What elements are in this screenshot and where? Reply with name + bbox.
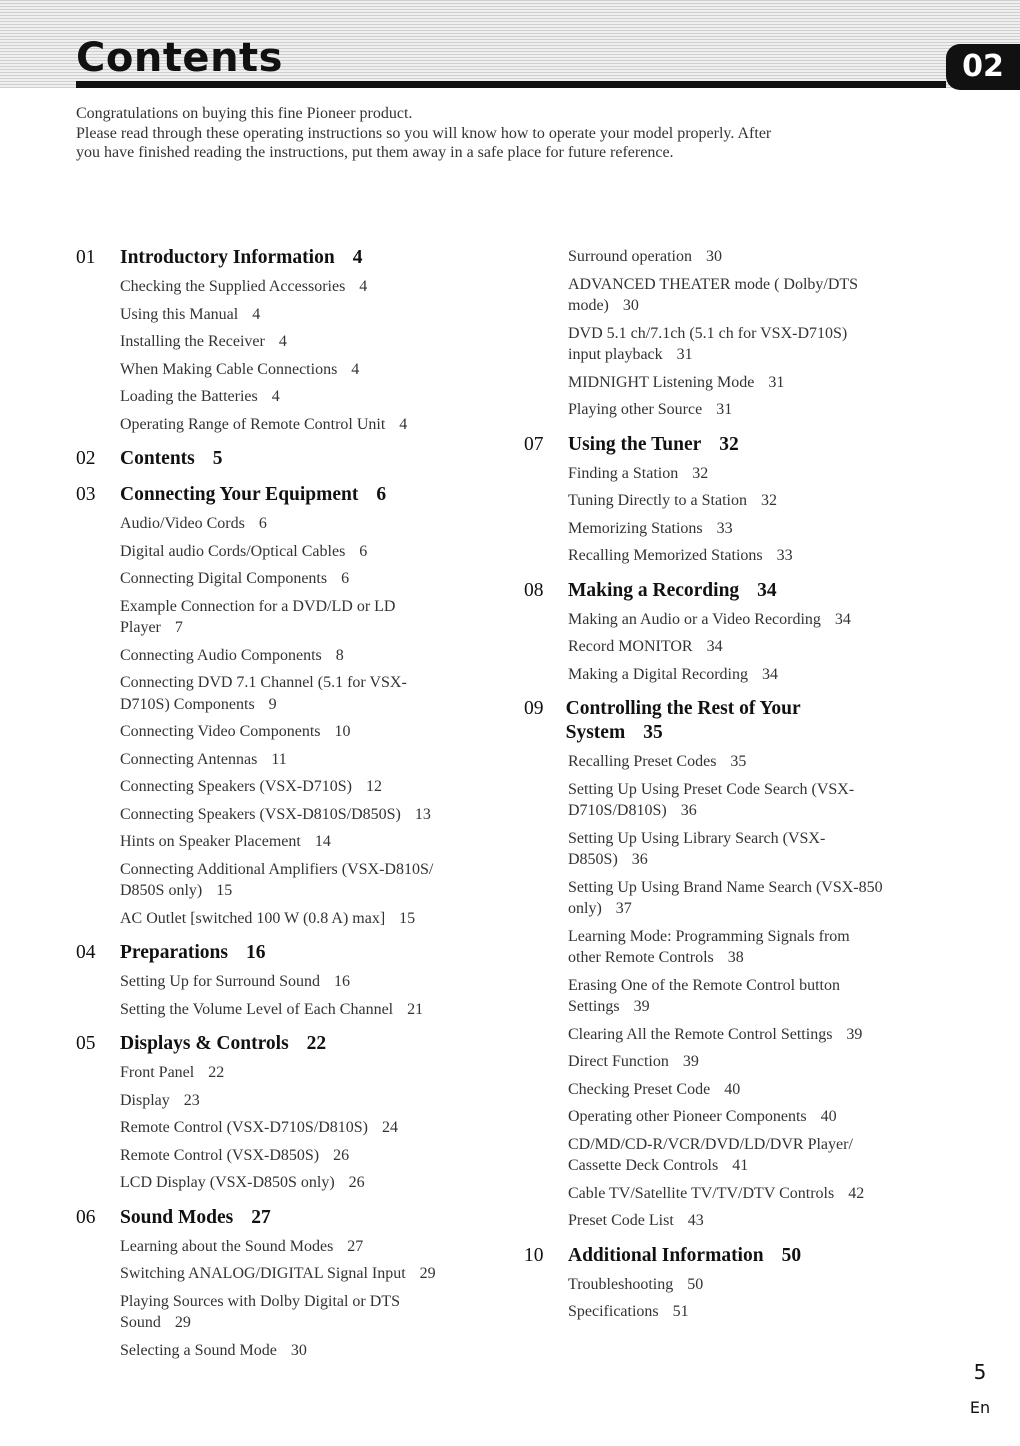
toc-entry <box>120 596 436 639</box>
toc-entry <box>120 513 436 535</box>
toc-entry-page: 30 <box>622 297 639 314</box>
toc-entry <box>120 971 436 993</box>
toc-entry-page: 8 <box>335 646 344 664</box>
toc-entry-page: 30 <box>705 248 722 265</box>
toc-entry-page: 32 <box>692 464 709 482</box>
toc-entry-page: 15 <box>399 909 416 927</box>
toc-section <box>76 1206 436 1362</box>
toc-entry-page: 4 <box>351 360 360 378</box>
toc-entry <box>568 751 884 773</box>
toc-entry-page: 51 <box>672 1303 689 1320</box>
toc-entry <box>120 804 436 826</box>
section-title: Contents <box>120 448 195 469</box>
toc-entry-text: Playing other Source <box>568 401 703 418</box>
toc-entry-page: 37 <box>615 900 632 917</box>
section-page: 27 <box>251 1206 271 1228</box>
toc-entry-text: Learning about the Sound Modes <box>120 1237 334 1255</box>
section-page: 5 <box>212 448 223 469</box>
toc-entry <box>568 828 884 871</box>
toc-entry <box>568 518 884 540</box>
section-title: Using the Tuner <box>568 433 702 455</box>
toc-entry-page: 4 <box>399 415 408 433</box>
toc-entry-page: 36 <box>680 802 697 819</box>
section-number: 10 <box>524 1244 544 1266</box>
toc-section-heading <box>524 1244 884 1268</box>
toc-entry-page: 27 <box>347 1237 364 1255</box>
toc-entry <box>568 609 884 631</box>
toc-entry <box>120 672 436 715</box>
toc-entry-text: Finding a Station <box>568 464 679 482</box>
toc-entry <box>120 908 436 930</box>
toc-entry-page: 34 <box>706 638 723 655</box>
toc-entry-page: 6 <box>258 515 267 532</box>
toc-entry-page: 26 <box>348 1174 365 1191</box>
toc-entry-text: Tuning Directly to a Station <box>568 492 747 509</box>
section-number: 03 <box>76 484 96 505</box>
toc-entry-page: 11 <box>271 750 287 768</box>
page-number: 5 <box>973 1360 987 1384</box>
toc-entry <box>120 1291 436 1334</box>
toc-entry-text: Operating other Pioneer Components <box>568 1108 807 1125</box>
toc-section-heading <box>76 1032 436 1056</box>
section-number: 02 <box>76 448 96 469</box>
toc-entry-text: Remote Control (VSX-D850S) <box>120 1146 320 1164</box>
toc-section <box>76 483 436 929</box>
toc-entry-page: 33 <box>716 519 733 537</box>
toc-entry-page: 21 <box>407 1000 424 1018</box>
toc-section <box>76 246 436 435</box>
toc-section-heading <box>76 1206 436 1230</box>
toc-left-column <box>76 246 436 1367</box>
toc-entry <box>568 636 884 658</box>
toc-entry <box>568 1106 884 1128</box>
toc-entry <box>120 1062 436 1084</box>
toc-section <box>524 433 884 567</box>
toc-entry-page: 50 <box>687 1275 704 1293</box>
toc-entry-page: 30 <box>290 1341 307 1359</box>
page-title: Contents <box>76 35 283 81</box>
toc-entry-text: Audio/Video Cords <box>120 515 245 532</box>
section-title-group <box>568 579 777 603</box>
toc-entry-text: Remote Control (VSX-D710S/D810S) <box>120 1119 368 1136</box>
toc-entry-text: Selecting a Sound Mode <box>120 1341 277 1359</box>
toc-entry <box>120 645 436 667</box>
section-title-group <box>568 1244 801 1268</box>
toc-entry <box>120 386 436 408</box>
toc-entry-page: 4 <box>359 278 368 295</box>
toc-entry <box>120 1263 436 1285</box>
toc-entry <box>120 1090 436 1112</box>
toc-entry-text: Example Connection for a DVD/LD or LD Player <box>120 597 396 636</box>
section-page: 22 <box>306 1033 327 1054</box>
toc-entry <box>120 276 436 298</box>
toc-entry <box>568 1183 884 1205</box>
toc-entry <box>120 1236 436 1258</box>
section-page: 16 <box>245 942 266 963</box>
toc-entry-text: Preset Code List <box>568 1212 674 1229</box>
toc-entry-text: Connecting Speakers (VSX-D810S/D850S) <box>120 805 401 823</box>
toc-entry <box>120 1117 436 1139</box>
section-title-group <box>566 697 884 745</box>
toc-entry <box>568 1024 884 1046</box>
section-title-group <box>120 1032 326 1056</box>
section-number: 09 <box>524 698 544 719</box>
toc-entry-page: 24 <box>382 1119 398 1136</box>
toc-entry-text: Connecting DVD 7.1 Channel (5.1 for VSX-D710S) Components <box>120 674 407 713</box>
toc-entry-page: 16 <box>334 973 350 990</box>
toc-entry-text: Checking Preset Code <box>568 1080 711 1098</box>
toc-entry <box>568 1051 884 1073</box>
section-title-group <box>120 447 223 471</box>
toc-entry-text: Using this Manual <box>120 305 239 323</box>
toc-entry-text: Setting Up for Surround Sound <box>120 973 320 990</box>
toc-entry <box>568 1079 884 1101</box>
toc-entry <box>568 399 884 421</box>
toc-section-heading <box>76 483 436 507</box>
section-title-group <box>120 941 265 965</box>
toc-entry-text: ADVANCED THEATER mode ( Dolby/DTS mode) <box>568 275 859 314</box>
toc-entry-text: Erasing One of the Remote Control button Settings <box>568 976 840 1015</box>
toc-entry-text: Recalling Memorized Stations <box>568 547 763 564</box>
toc-entry-page: 23 <box>183 1091 200 1109</box>
toc-entry-page: 39 <box>633 998 650 1015</box>
language-label: En <box>969 1398 991 1417</box>
toc-entry-page: 6 <box>341 570 350 587</box>
toc-entry-page: 26 <box>333 1146 350 1164</box>
toc-entry <box>120 1340 436 1362</box>
toc-entry-text: Specifications <box>568 1303 659 1320</box>
toc-entry <box>568 246 884 268</box>
toc-entry-page: 36 <box>631 851 648 868</box>
toc-entry-text: Setting the Volume Level of Each Channel <box>120 1000 394 1018</box>
section-title-group <box>120 483 386 507</box>
toc-section <box>76 1032 436 1194</box>
toc-entry-text: Record MONITOR <box>568 638 693 655</box>
section-number: 05 <box>76 1033 96 1054</box>
toc-entry <box>568 372 884 394</box>
section-title: Additional Information <box>568 1244 764 1266</box>
toc-entry <box>568 1134 884 1177</box>
toc-section <box>76 447 436 471</box>
toc-entry <box>120 831 436 853</box>
toc-entry-text: Troubleshooting <box>568 1275 674 1293</box>
section-title: Preparations <box>120 942 228 963</box>
toc-entry <box>568 545 884 567</box>
toc-entry <box>568 877 884 920</box>
section-title: Displays & Controls <box>120 1033 289 1054</box>
toc-entry-text: Checking the Supplied Accessories <box>120 278 346 295</box>
toc-entry <box>120 414 436 436</box>
toc-entry-page: 4 <box>271 388 280 405</box>
intro-text <box>76 104 776 163</box>
toc-entry-text: Playing Sources with Dolby Digital or DTS Sound <box>120 1292 400 1331</box>
toc-entry-page: 39 <box>846 1025 863 1043</box>
toc-entry-text: Clearing All the Remote Control Settings <box>568 1025 833 1043</box>
toc-entry-text: Connecting Digital Components <box>120 570 328 587</box>
toc-entry-text: AC Outlet [switched 100 W (0.8 A) max] <box>120 909 386 927</box>
section-title-group <box>568 433 739 457</box>
toc-entry <box>120 859 436 902</box>
section-number: 07 <box>524 433 544 455</box>
toc-entry <box>120 776 436 798</box>
toc-entry-text: Front Panel <box>120 1064 195 1081</box>
toc-entry-text: Connecting Additional Amplifiers (VSX-D810S/ D850S only) <box>120 860 434 899</box>
toc-entry-page: 33 <box>776 547 793 564</box>
toc-entry-page: 31 <box>768 373 785 391</box>
toc-entry-page: 40 <box>724 1080 741 1098</box>
toc-entry <box>568 323 884 366</box>
toc-entry-page: 6 <box>359 542 368 560</box>
section-page: 50 <box>781 1244 802 1266</box>
toc-entry-text: Recalling Preset Codes <box>568 753 717 770</box>
toc-entry <box>568 1301 884 1323</box>
toc-entry-text: Learning Mode: Programming Signals from other Remote Controls <box>568 927 850 966</box>
toc-entry <box>120 541 436 563</box>
toc-entry <box>568 926 884 969</box>
toc-entry <box>568 463 884 485</box>
toc-entry-text: LCD Display (VSX-D850S only) <box>120 1174 335 1191</box>
toc-entry-text: Connecting Antennas <box>120 750 258 768</box>
toc-entry-page: 12 <box>365 778 382 795</box>
toc-entry-page: 42 <box>848 1184 865 1202</box>
toc-section-heading <box>76 246 436 270</box>
toc-entry <box>568 975 884 1018</box>
toc-entry-text: Display <box>120 1091 170 1109</box>
toc-entry-text: DVD 5.1 ch/7.1ch (5.1 ch for VSX-D710S) input playback <box>568 324 848 363</box>
toc-entry-text: When Making Cable Connections <box>120 360 338 378</box>
toc-entry-page: 13 <box>414 805 431 823</box>
toc-entry-page: 40 <box>820 1108 837 1125</box>
toc-entry <box>120 721 436 743</box>
toc-entry-page: 34 <box>761 665 778 683</box>
title-rule <box>76 81 946 88</box>
toc-entry-page: 14 <box>314 833 331 850</box>
toc-entry-text: Digital audio Cords/Optical Cables <box>120 542 346 560</box>
toc-entry-page: 7 <box>174 619 183 636</box>
section-number: 01 <box>76 247 96 268</box>
toc-entry-page: 41 <box>732 1157 749 1174</box>
toc-entry-text: Setting Up Using Library Search (VSX-D850S) <box>568 829 826 868</box>
toc-entry <box>568 1274 884 1296</box>
toc-entry-text: Installing the Receiver <box>120 333 265 350</box>
toc-entry-page: 32 <box>760 492 777 509</box>
toc-section-heading <box>76 447 436 471</box>
toc-entry-page: 15 <box>216 882 233 899</box>
toc-entry-text: MIDNIGHT Listening Mode <box>568 373 755 391</box>
toc-entry-page: 39 <box>682 1053 699 1070</box>
toc-entry <box>568 664 884 686</box>
toc-section-heading <box>76 941 436 965</box>
toc-entry-text: Surround operation <box>568 248 692 265</box>
toc-entry-text: Setting Up Using Brand Name Search (VSX-850 only) <box>568 878 883 917</box>
section-page: 6 <box>376 484 387 505</box>
toc-entry-text: CD/MD/CD-R/VCR/DVD/LD/DVR Player/ Cassette Deck Controls <box>568 1135 853 1174</box>
toc-entry-page: 4 <box>278 333 287 350</box>
toc-section <box>524 697 884 1232</box>
section-page: 35 <box>643 722 663 743</box>
toc-right-column <box>524 246 884 1329</box>
toc-entry <box>120 568 436 590</box>
toc-entry <box>120 999 436 1021</box>
toc-entry-text: Connecting Speakers (VSX-D710S) <box>120 778 352 795</box>
toc-entry-text: Hints on Speaker Placement <box>120 833 301 850</box>
section-title: Introductory Information <box>120 247 335 268</box>
toc-entry <box>120 359 436 381</box>
toc-section-heading <box>524 433 884 457</box>
section-page: 4 <box>352 247 363 268</box>
toc-entry-text: Switching ANALOG/DIGITAL Signal Input <box>120 1265 406 1282</box>
section-number: 06 <box>76 1206 96 1228</box>
section-title: Sound Modes <box>120 1206 234 1228</box>
chapter-badge: 02 <box>946 44 1020 90</box>
toc-entry <box>568 490 884 512</box>
toc-section <box>524 579 884 686</box>
section-number: 04 <box>76 942 96 963</box>
toc-entry-page: 43 <box>687 1212 704 1229</box>
toc-entry-page: 10 <box>334 723 351 740</box>
toc-entry-page: 4 <box>252 305 261 323</box>
section-title: Controlling the Rest of Your System <box>565 698 801 743</box>
toc-entry-text: Making a Digital Recording <box>568 665 748 683</box>
toc-entry-text: Cable TV/Satellite TV/TV/DTV Controls <box>568 1184 835 1202</box>
toc-entry-text: Operating Range of Remote Control Unit <box>120 415 386 433</box>
section-number: 08 <box>524 579 544 601</box>
toc-entry-page: 22 <box>208 1064 225 1081</box>
toc-entry-page: 9 <box>268 695 277 713</box>
toc-entry-text: Connecting Audio Components <box>120 646 322 664</box>
toc-entry-page: 31 <box>676 346 693 363</box>
intro-line: Congratulations on buying this fine Pioneer product. <box>76 105 413 122</box>
section-title: Making a Recording <box>568 579 740 601</box>
toc-entry <box>120 331 436 353</box>
toc-section-heading <box>524 697 884 745</box>
toc-entry-text: Setting Up Using Preset Code Search (VSX-D710S/D810S) <box>568 780 855 819</box>
toc-section-heading <box>524 579 884 603</box>
section-page: 34 <box>757 579 777 601</box>
toc-entry-page: 34 <box>834 610 851 628</box>
toc-entry <box>568 274 884 317</box>
section-title-group <box>120 1206 271 1230</box>
toc-entry <box>568 779 884 822</box>
toc-section <box>76 941 436 1020</box>
toc-entry <box>120 749 436 771</box>
toc-section <box>524 1244 884 1323</box>
toc-entry-page: 29 <box>419 1265 436 1282</box>
toc-entry-page: 35 <box>730 753 747 770</box>
toc-entry-text: Loading the Batteries <box>120 388 258 405</box>
toc-entry <box>120 1172 436 1194</box>
toc-entry <box>120 1145 436 1167</box>
toc-entry-text: Making an Audio or a Video Recording <box>568 610 821 628</box>
section-title-group <box>120 246 362 270</box>
toc-entry <box>120 304 436 326</box>
toc-entry-text: Direct Function <box>568 1053 669 1070</box>
toc-entry-page: 29 <box>174 1314 191 1331</box>
intro-line: Please read through these operating instructions so you will know how to operate your model properly. After you have finished reading the instructions, put them away in a safe place for future reference. <box>76 124 772 161</box>
section-page: 32 <box>719 433 739 455</box>
toc-entry-text: Connecting Video Components <box>120 723 321 740</box>
toc-entry <box>568 1210 884 1232</box>
toc-entry-page: 38 <box>727 949 744 966</box>
toc-entry-text: Memorizing Stations <box>568 519 703 537</box>
section-title: Connecting Your Equipment <box>120 484 359 505</box>
toc-entry-page: 31 <box>716 401 733 418</box>
